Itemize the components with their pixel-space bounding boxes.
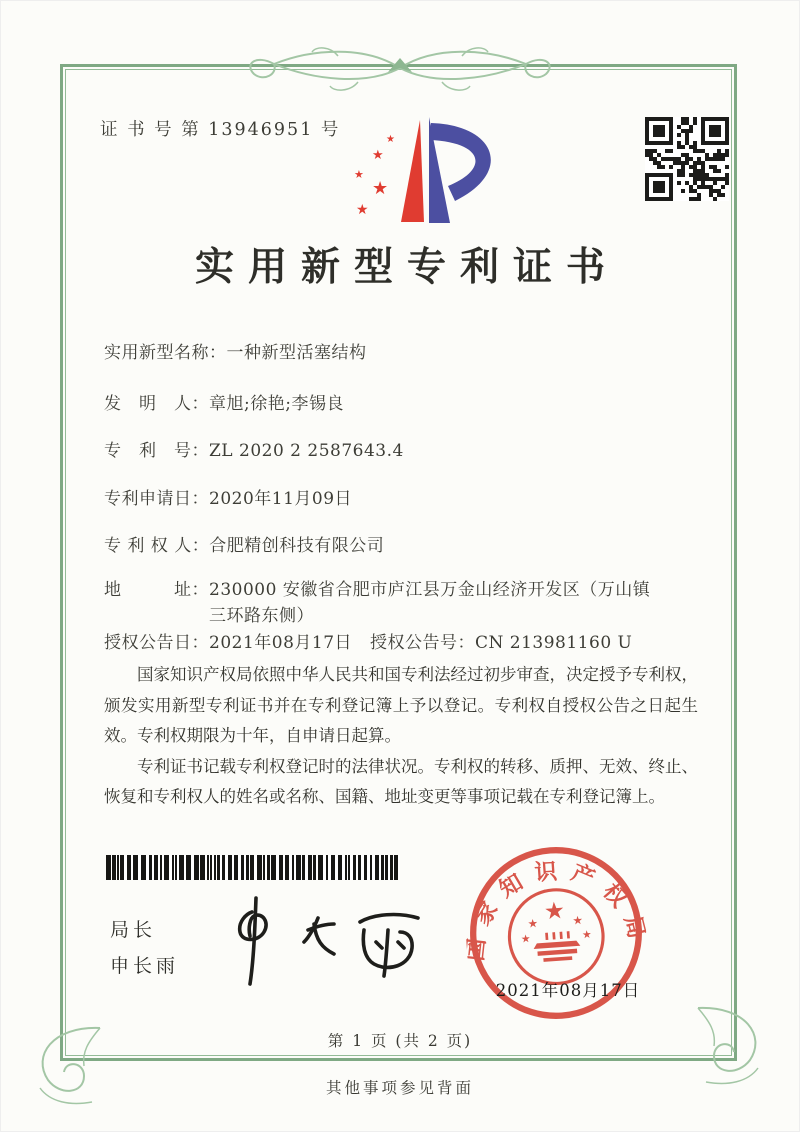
seal-national-emblem	[506, 887, 606, 987]
field-value: CN 213981160 U	[475, 633, 633, 653]
field-label: 地 址：	[104, 580, 209, 600]
svg-text:★: ★	[520, 932, 532, 946]
field-filing-date	[104, 486, 704, 512]
certificate-title: 实用新型专利证书	[194, 244, 619, 290]
commissioner-name: 申长雨	[110, 955, 180, 977]
barcode	[106, 855, 400, 880]
svg-text:★: ★	[386, 134, 395, 145]
field-value: 2021年08月17日	[209, 633, 353, 653]
legal-text	[104, 660, 698, 813]
field-grant-row	[104, 630, 704, 656]
field-address	[104, 577, 704, 629]
commissioner-signature	[222, 884, 432, 992]
field-label: 授权公告日：	[104, 633, 209, 653]
cnipa-logo	[338, 102, 513, 235]
logo-stars	[354, 134, 395, 218]
back-side-note: 其他事项参见背面	[325, 1079, 474, 1097]
field-label: 专利申请日：	[104, 489, 209, 509]
field-utility-model-name	[104, 340, 704, 366]
field-label: 发 明 人：	[104, 394, 209, 414]
legal-paragraph-1: 国家知识产权局依照中华人民共和国专利法经过初步审查，决定授予专利权，颁发实用新型专利证书并在专利登记簿上予以登记。专利权自授权公告之日起生效。专利权期限为十年，自申请日起算。	[104, 665, 698, 745]
svg-text:★: ★	[372, 178, 389, 199]
svg-text:★: ★	[527, 916, 539, 931]
commissioner-title: 局长	[110, 919, 157, 941]
field-value: ZL 2020 2 2587643.4	[209, 441, 404, 461]
field-value: 230000 安徽省合肥市庐江县万金山经济开发区（万山镇三环路东侧）	[209, 580, 651, 626]
qr-code	[645, 117, 729, 201]
svg-text:★: ★	[571, 912, 584, 928]
certificate-number: 证 书 号 第 13946951 号	[100, 120, 341, 140]
top-ornament	[238, 38, 562, 102]
field-value: 一种新型活塞结构	[226, 343, 367, 363]
seal-date: 2021年08月17日	[495, 981, 641, 1000]
seal-agency-text: 国家知识产权局	[462, 857, 653, 963]
field-value: 章旭;徐艳;李锡良	[209, 394, 344, 414]
legal-paragraph-2: 专利证书记载专利权登记时的法律状况。专利权的转移、质押、无效、终止、恢复和专利权人的姓名或名称、国籍、地址变更等事项记载在专利登记簿上。	[104, 756, 698, 806]
field-label: 实用新型名称：	[104, 343, 227, 363]
svg-text:★: ★	[354, 168, 364, 181]
svg-text:★: ★	[542, 895, 566, 926]
field-patentee	[104, 533, 704, 559]
field-inventors	[104, 391, 704, 417]
field-grant-number	[370, 630, 632, 656]
svg-text:★: ★	[372, 148, 384, 163]
svg-text:★: ★	[356, 202, 369, 218]
page-number: 第 1 页 (共 2 页)	[327, 1032, 473, 1050]
logo-red-wedge	[401, 120, 424, 222]
field-label: 授权公告号：	[370, 633, 475, 653]
field-patent-number	[104, 438, 704, 464]
svg-text:★: ★	[581, 927, 593, 942]
field-value: 合肥精创科技有限公司	[209, 536, 385, 556]
field-value: 2020年11月09日	[209, 489, 353, 509]
field-label: 专 利 号：	[104, 441, 209, 461]
ornament-center-leaf	[388, 58, 412, 72]
field-label: 专 利 权 人：	[104, 536, 210, 556]
